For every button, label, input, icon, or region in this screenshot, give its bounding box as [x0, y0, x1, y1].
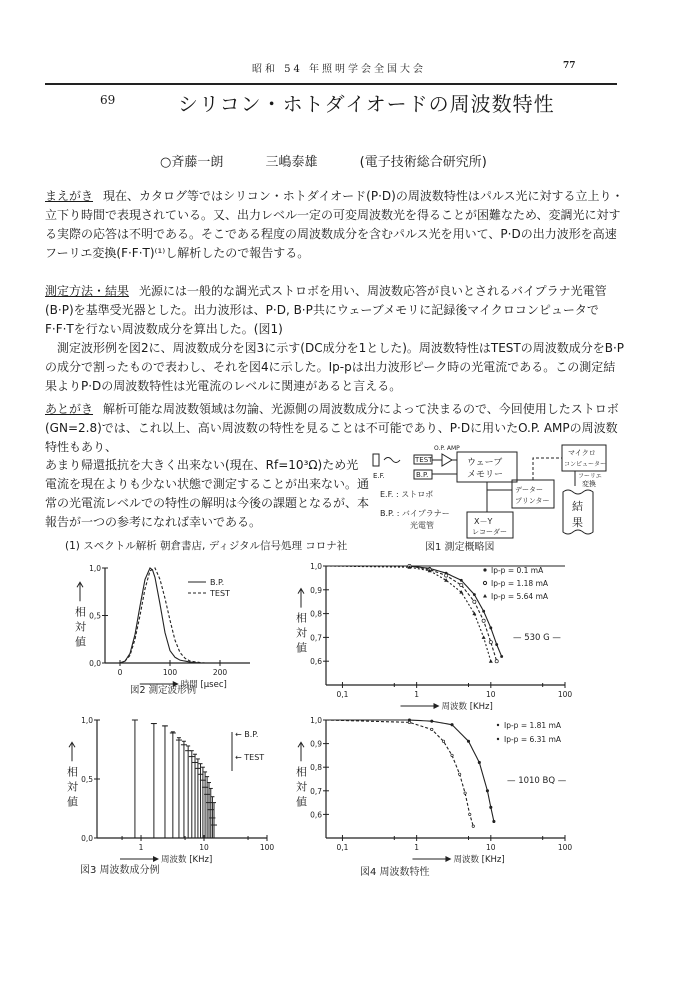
data-point — [458, 773, 460, 775]
method-text-2: 測定波形例を図2に、周波数成分を図3に示す(DC成分を1とした)。周波数特性はTESTの周波数成分をB·Pの成分で割ったもので表わし、それを図4に示した。Ip-pは出力波形ピーク時の光電流である。この測定結果よりP·Dの周波数特性は光電流のレベルに関連があると言える。 — [45, 341, 625, 393]
figure-1-diagram — [370, 440, 620, 555]
light-wave-icon — [384, 458, 400, 463]
legend-ef: E.F. : ストロボ — [380, 490, 434, 499]
x-tick-label: 100 — [557, 690, 573, 699]
data-point — [493, 820, 495, 822]
y-axis-label-char: 対 — [75, 620, 86, 634]
legend-label: Ip-p = 1.18 mA — [491, 579, 549, 588]
data-point-circle — [445, 574, 448, 577]
data-point-dot — [496, 643, 498, 645]
result-label-2: 果 — [572, 516, 583, 529]
y-tick-label: 0,6 — [310, 810, 322, 820]
figure-3-caption: 図3 周波数成分例 — [80, 865, 160, 876]
data-point — [490, 806, 492, 808]
y-tick-label: 0,5 — [81, 775, 93, 784]
ef-label: E.F. — [373, 472, 385, 480]
x-tick-label: 100 — [259, 843, 275, 852]
x-tick-label: 10 — [199, 843, 209, 852]
data-point-circle — [489, 641, 492, 644]
x-axis-label: 周波数 [KHz] — [441, 702, 493, 710]
series-line-0 — [326, 720, 494, 821]
intro-text: 現在、カタログ等ではシリコン・ホトダイオード(P·D)の周波数特性はパルス光に対する立上り・立下り時間で表現されている。又、出力レベル一定の可変周波数光を得ることが困難なため、変調光に対する実際の応答は不明である。そこである程度の周波数成分を含むパルス光を用いて、P·Dの出力波形を高速フーリエ変換(F·F·T)⁽¹⁾し解析したので報告する。 — [45, 189, 624, 260]
legend-label: TEST — [210, 589, 230, 598]
method-heading: 測定方法・結果 — [45, 284, 130, 298]
conclusion-paragraph-2: あまり帰還抵抗を大きく出来ない(現在、Rf=10³Ω)ため光電流を現在よりも少ない状態で測定することが出来ない。通常の光電流レベルでの特性の解明は今後の課題となるが、本報告が一つの参考になれば幸いである。 — [45, 458, 370, 529]
author-2: 三嶋泰雄 — [265, 155, 318, 170]
method-paragraph — [45, 282, 625, 396]
figure-4a-chart — [280, 560, 580, 710]
figure-2-caption: 図2 測定波形例 — [130, 685, 197, 696]
page-number: 77 — [563, 61, 576, 71]
y-axis-label-char: 相 — [75, 605, 86, 619]
legend-marker — [497, 738, 499, 740]
legend-label: Ip-p = 5.64 mA — [491, 592, 549, 601]
strobe-icon — [373, 454, 379, 466]
data-printer-label-1: データー — [515, 486, 543, 494]
fourier-label-1: フーリエ — [578, 473, 602, 480]
y-axis-label-char: 値 — [296, 795, 307, 809]
data-point-dot — [490, 627, 492, 629]
data-point-circle — [460, 583, 463, 586]
conclusion-heading: あとがき — [45, 402, 94, 416]
y-axis-label-char: 対 — [296, 780, 307, 794]
x-tick-label: 1 — [414, 843, 420, 852]
y-tick-label: 0,7 — [310, 786, 322, 796]
y-axis-label-char: 相 — [296, 765, 307, 779]
y-axis-label-char: 対 — [67, 780, 78, 794]
legend-label: Ip-p = 0.1 mA — [491, 566, 544, 575]
intro-heading: まえがき — [45, 189, 94, 203]
legend-label-bp: ← B.P. — [235, 730, 259, 739]
legend-bp-2: 光電管 — [410, 521, 434, 530]
affiliation: (電子技術総合研究所) — [359, 155, 487, 170]
y-tick-label: 0,8 — [310, 763, 322, 773]
footnote: (1) スペクトル解析 朝倉書店, ディジタル信号処理 コロナ社 — [65, 540, 348, 552]
figure-4b-chart — [280, 705, 580, 885]
test-block-label: TEST — [415, 456, 433, 464]
y-tick-label: 1,0 — [310, 716, 322, 725]
y-axis-label-char: 相 — [296, 611, 307, 625]
legend-bp: B.P. : バイプラナー — [380, 509, 450, 518]
x-tick-label: 0,1 — [336, 690, 349, 699]
data-point-triangle — [482, 635, 486, 639]
legend-marker — [484, 569, 486, 571]
series-line-1 — [326, 720, 473, 826]
data-point — [464, 792, 466, 794]
chart-subtitle: — 1010 BQ — — [507, 776, 567, 786]
data-point — [478, 761, 480, 763]
xy-label-1: X－Y — [474, 517, 493, 526]
data-point — [486, 790, 488, 792]
legend-marker-triangle — [483, 594, 487, 598]
x-tick-label: 10 — [486, 843, 496, 852]
legend-label: B.P. — [210, 578, 225, 587]
data-point-circle — [495, 660, 498, 663]
y-tick-label: 0,0 — [89, 659, 101, 668]
series-line-2 — [326, 566, 491, 661]
x-tick-label: 100 — [557, 843, 573, 852]
data-point-dot — [483, 610, 485, 612]
figure-3-chart — [60, 705, 285, 885]
data-point-circle — [482, 619, 485, 622]
y-axis-label-char: 値 — [75, 635, 86, 649]
data-point — [469, 813, 471, 815]
data-point — [451, 754, 453, 756]
data-point-dot — [501, 655, 503, 657]
data-point-dot — [473, 593, 475, 595]
x-axis-label: 周波数 [KHz] — [161, 855, 213, 865]
paper-title: シリコン・ホトダイオードの周波数特性 — [178, 92, 555, 116]
xy-label-2: レコーダー — [472, 528, 507, 536]
author-1: ○斉藤一朗 — [160, 155, 224, 170]
micro-label-2: コンピューター — [564, 461, 607, 468]
y-tick-label: 0,0 — [81, 834, 93, 843]
data-point-dot — [460, 579, 462, 581]
paper-number: 69 — [100, 93, 116, 107]
data-point-circle — [473, 600, 476, 603]
y-axis-label-char: 値 — [67, 795, 78, 809]
chart-subtitle: — 530 G — — [513, 633, 561, 643]
x-axis-arrow-head — [153, 856, 159, 862]
x-axis-label: 時間 [μsec] — [180, 680, 227, 690]
header-rule — [45, 83, 617, 85]
y-axis-label-char: 相 — [67, 765, 78, 779]
data-point — [472, 825, 474, 827]
y-tick-label: 0,8 — [310, 609, 322, 619]
data-printer-label-2: プリンター — [515, 497, 550, 505]
legend-label: Ip-p = 1.81 mA — [504, 721, 562, 730]
figure-1-caption: 図1 測定概略図 — [425, 542, 495, 553]
data-point — [467, 740, 469, 742]
y-tick-label: 0,9 — [310, 739, 322, 749]
x-tick-label: 10 — [486, 690, 496, 699]
x-tick-label: 1 — [138, 843, 144, 852]
opamp-triangle — [442, 454, 452, 466]
wave-memory-label-2: メモリー — [467, 470, 504, 480]
x-tick-label: 200 — [212, 668, 228, 677]
y-axis-label-char: 対 — [296, 626, 307, 640]
data-point — [431, 728, 433, 730]
data-point — [442, 740, 444, 742]
series-line-0 — [326, 566, 502, 656]
journal-header: 昭和 54 年照明学会全国大会 — [251, 64, 427, 75]
x-tick-label: 1 — [414, 690, 420, 699]
legend-marker — [483, 581, 486, 584]
fourier-label-2: 変換 — [582, 480, 596, 488]
conclusion-text: 解析可能な周波数領域は勿論、光源側の周波数成分によって決まるので、今回使用したストロボ(GN=2.8)では、これ以上、高い周波数の特性を見ることは不可能であり、P·Dに用いたO.P. AMPの周波数特性もあり、 — [45, 402, 619, 454]
y-tick-label: 1,0 — [81, 716, 93, 725]
micro-label-1: マイクロ — [568, 449, 596, 457]
y-axis-label-char: 値 — [296, 641, 307, 655]
legend-marker — [497, 724, 499, 726]
result-label-1: 結 — [572, 500, 583, 513]
y-tick-label: 0,5 — [89, 611, 101, 621]
x-axis-label: 周波数 [KHz] — [453, 855, 505, 865]
x-tick-label: 0,1 — [336, 843, 349, 852]
bp-block-label: B.P. — [416, 471, 429, 479]
y-tick-label: 1,0 — [89, 564, 101, 573]
legend-label-test: ← TEST — [235, 753, 265, 762]
figure-4-caption: 図4 周波数特性 — [360, 867, 430, 878]
author-line — [160, 151, 525, 170]
intro-paragraph — [45, 187, 625, 263]
y-tick-label: 0,9 — [310, 585, 322, 595]
legend-label: Ip-p = 6.31 mA — [504, 735, 562, 744]
opamp-label: O.P. AMP — [434, 445, 460, 452]
data-point — [408, 721, 410, 723]
x-tick-label: 100 — [162, 668, 178, 677]
y-tick-label: 0,6 — [310, 657, 322, 667]
method-text: 光源には一般的な調光式ストロボを用い、周波数応答が良いとされるバイプラナ光電管(B·P)を基準受光器とした。出力波形は、P·D, B·P共にウェーブメモリに記録後マイクロコンピュータでF·F·Tを行ない周波数成分を算出した。(図1) — [45, 284, 607, 336]
series-line-1 — [326, 566, 497, 661]
figure-2-chart — [60, 560, 285, 700]
y-tick-label: 0,7 — [310, 633, 322, 643]
data-point — [451, 724, 453, 726]
data-point-triangle — [489, 659, 493, 663]
y-tick-label: 1,0 — [310, 562, 322, 571]
data-point — [431, 720, 433, 722]
x-axis-arrow-head — [445, 856, 451, 862]
wave-memory-label-1: ウェーブ — [467, 458, 503, 468]
x-tick-label: 0 — [117, 668, 123, 677]
